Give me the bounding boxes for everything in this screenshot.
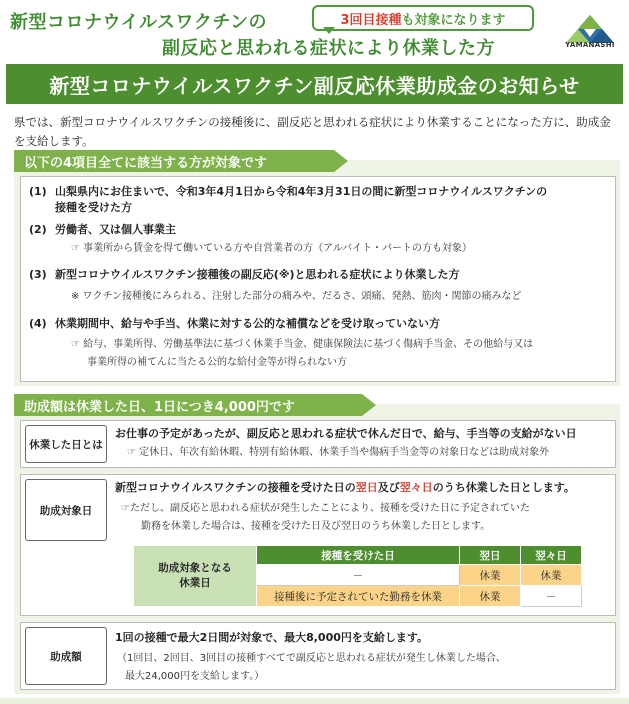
eligible-day-exception2: 勤務を休業した場合は、接種を受けた日及び翌日のうち休業した日とします。 — [141, 521, 491, 532]
table-cell: － — [521, 586, 582, 607]
criterion-3-num: (3) — [29, 268, 47, 281]
eligible-day-label: 助成対象日 — [25, 479, 107, 541]
leave-day-label: 休業した日とは — [25, 425, 107, 463]
col-header-injection-day: 接種を受けた日 — [257, 546, 460, 565]
criterion-1-text2: 接種を受けた方 — [55, 201, 132, 214]
amount-heading: 助成額は休業した日、1日につき4,000円です — [14, 394, 362, 416]
callout-text: も対象になります — [401, 12, 506, 28]
day-after-next-highlight: 翌々日 — [399, 481, 433, 494]
criterion-3-note: ※ ワクチン接種後にみられる、注射した部分の痛みや、だるさ、頭痛、発熱、筋肉・関節の痛みなど — [71, 291, 522, 302]
leave-day-exclusions: ☞ 定休日、年次有給休暇、特別有給休暇、休業手当や傷病手当金等の対象日などは助成対象外 — [127, 447, 550, 458]
intro-text: 県では、新型コロナウイルスワクチンの接種後に、副反応と思われる症状により休業することになった方に、助成金を支給します。 — [14, 115, 611, 148]
criterion-4-note: ☞ 給与、事業所得、労働基準法に基づく休業手当金、健康保険法に基づく傷病手当金、その他給与又は — [71, 339, 534, 350]
amount-note2: 最大24,000円を支給します。） — [125, 671, 265, 682]
eligible-day-table — [133, 545, 582, 607]
leave-day-panel — [20, 420, 616, 468]
amount-main: 1回の接種で最大2日間が対象で、最大8,000円を支給します。 — [115, 631, 428, 644]
eligible-day-rule-b: 及び — [377, 481, 400, 494]
eligible-day-rule — [115, 479, 575, 496]
eligible-day-rule-c: のうち休業した日とします。 — [432, 481, 575, 494]
eligible-day-exception: ☞ただし、副反応と思われる症状が発生したことにより、接種を受けた日に予定されていた — [121, 503, 530, 514]
next-day-highlight: 翌日 — [355, 481, 378, 494]
criterion-3-text: 新型コロナウイルスワクチン接種後の副反応(※)と思われる症状により休業した方 — [55, 268, 460, 281]
amount-panel — [20, 622, 616, 690]
callout-highlight: 3回目接種 — [340, 12, 402, 28]
table-row-label: 助成対象となる 休業日 — [134, 546, 257, 607]
header-line1: 新型コロナウイルスワクチンの — [10, 12, 268, 33]
col-header-day-after-next: 翌々日 — [521, 546, 582, 565]
table-cell: 休業 — [460, 586, 521, 607]
table-cell: 休業 — [460, 565, 521, 586]
criterion-2-num: (2) — [29, 223, 47, 236]
amount-note: （1回目、2回目、3回目の接種すべてで副反応と思われる症状が発生し休業した場合、 — [117, 653, 506, 664]
criterion-2-text: 労働者、又は個人事業主 — [55, 223, 176, 236]
criterion-1-num: (1) — [29, 185, 47, 198]
eligibility-heading: 以下の4項目全てに該当する方が対象です — [14, 150, 334, 172]
leave-day-definition: お仕事の予定があったが、副反応と思われる症状で休んだ日で、給与、手当等の支給がない日 — [115, 427, 577, 440]
third-dose-callout — [312, 5, 534, 31]
criterion-2-note: ☞ 事業所から賃金を得て働いている方や自営業者の方（アルバイト・パートの方も対象） — [71, 243, 473, 254]
col-header-next-day: 翌日 — [460, 546, 521, 565]
criterion-4-text: 休業期間中、給与や手当、休業に対する公的な補償などを受け取っていない方 — [55, 317, 440, 330]
header-line2: 副反応と思われる症状により休業した方 — [162, 38, 495, 59]
page-title: 新型コロナウイルスワクチン副反応休業助成金のお知らせ — [6, 64, 623, 104]
eligibility-panel — [20, 176, 616, 382]
table-cell: 接種後に予定されていた勤務を休業 — [257, 586, 460, 607]
table-header-row — [134, 546, 582, 565]
bottom-band — [0, 698, 629, 704]
table-cell: － — [257, 565, 460, 586]
logo-wordmark: YAMANASHI — [565, 41, 615, 49]
criterion-1-text: 山梨県内にお住まいで、令和3年4月1日から令和4年3月31日の間に新型コロナウイルスワクチンの — [55, 185, 548, 198]
callout-tail — [323, 27, 335, 34]
criterion-4-num: (4) — [29, 317, 47, 330]
amount-label: 助成額 — [25, 627, 107, 685]
eligible-day-rule-a: 新型コロナウイルスワクチンの接種を受けた日の — [115, 481, 356, 494]
table-cell: 休業 — [521, 565, 582, 586]
eligible-day-panel — [20, 474, 616, 616]
criterion-4-note2: 事業所得の補てんに当たる公的な給付金等が得られない方 — [87, 357, 347, 368]
